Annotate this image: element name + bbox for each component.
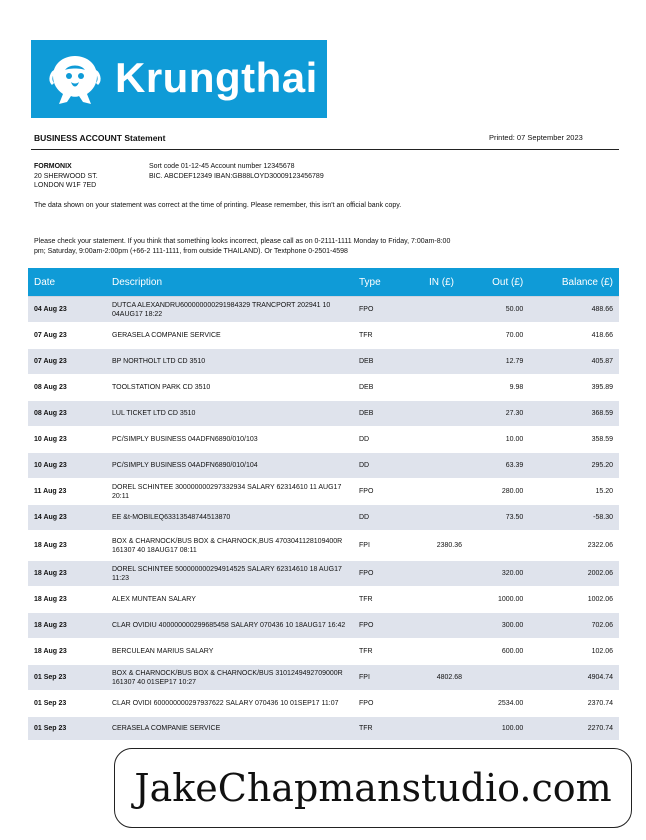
cell-description: EE &t-MOBILEQ63313548744513870: [106, 505, 353, 531]
cell-description: DUTCA ALEXANDRU600000000291984329 TRANCPORT 202941 10 04AUG17 18:22: [106, 297, 353, 323]
cell-type: DEB: [353, 349, 415, 375]
cell-type: DD: [353, 427, 415, 453]
cell-out: 73.50: [468, 505, 529, 531]
customer-address: [34, 162, 98, 191]
cell-balance: 1002.06: [529, 587, 619, 613]
header-out: Out (£): [468, 268, 529, 297]
cell-in: [415, 375, 468, 401]
cell-in: [415, 639, 468, 665]
cell-out: 10.00: [468, 427, 529, 453]
cell-out: 600.00: [468, 639, 529, 665]
cell-out: 12.79: [468, 349, 529, 375]
account-line-1: Sort code 01-12-45 Account number 12345678: [149, 163, 295, 170]
table-row: [28, 613, 619, 639]
cell-balance: -58.30: [529, 505, 619, 531]
table-row: [28, 323, 619, 349]
table-row: [28, 561, 619, 587]
cell-balance: 295.20: [529, 453, 619, 479]
cell-date: 18 Aug 23: [28, 531, 106, 561]
cell-description: BP NORTHOLT LTD CD 3510: [106, 349, 353, 375]
cell-date: 01 Sep 23: [28, 665, 106, 691]
cell-date: 10 Aug 23: [28, 453, 106, 479]
company-name: FORMONIX: [34, 163, 72, 170]
cell-out: 63.39: [468, 453, 529, 479]
cell-out: 27.30: [468, 401, 529, 427]
printed-date: Printed: 07 September 2023: [489, 133, 583, 142]
address-line-1: 20 SHERWOOD ST.: [34, 172, 98, 180]
cell-in: [415, 453, 468, 479]
table-row: [28, 665, 619, 691]
cell-balance: 368.59: [529, 401, 619, 427]
cell-in: [415, 613, 468, 639]
table-row: [28, 297, 619, 323]
cell-balance: 2322.06: [529, 531, 619, 561]
cell-in: [415, 561, 468, 587]
cell-out: 70.00: [468, 323, 529, 349]
cell-date: 07 Aug 23: [28, 323, 106, 349]
cell-type: DEB: [353, 375, 415, 401]
cell-date: 01 Sep 23: [28, 691, 106, 717]
cell-description: CERASELA COMPANIE SERVICE: [106, 717, 353, 741]
cell-date: 10 Aug 23: [28, 427, 106, 453]
cell-date: 04 Aug 23: [28, 297, 106, 323]
cell-balance: 2370.74: [529, 691, 619, 717]
cell-balance: 702.06: [529, 613, 619, 639]
cell-in: [415, 349, 468, 375]
cell-out: [468, 665, 529, 691]
cell-balance: 2002.06: [529, 561, 619, 587]
statement-title: BUSINESS ACCOUNT Statement: [34, 133, 166, 143]
cell-out: 280.00: [468, 479, 529, 505]
cell-balance: 488.66: [529, 297, 619, 323]
table-row: [28, 717, 619, 741]
krungthai-logo: [31, 40, 327, 118]
table-row: [28, 691, 619, 717]
cell-type: DD: [353, 505, 415, 531]
cell-balance: 2270.74: [529, 717, 619, 741]
address-line-2: LONDON W1F 7ED: [34, 182, 97, 190]
contact-note: Please check your statement. If you think that something looks incorrect, please call as on 0-2111-1111 Monday to Friday, 7:00am-8:00 pm; Saturday, 9:00am-2:00pm (+66-2 111-1111, from outside THAILAND). Or Textphone 0-2501-4598: [34, 238, 451, 255]
cell-date: 01 Sep 23: [28, 717, 106, 741]
table-row: [28, 479, 619, 505]
cell-in: [415, 505, 468, 531]
table-row: [28, 401, 619, 427]
cell-type: FPI: [353, 531, 415, 561]
correctness-note: The data shown on your statement was correct at the time of printing. Please remember, this isn't an official bank copy.: [34, 202, 402, 209]
cell-type: FPO: [353, 691, 415, 717]
cell-date: 07 Aug 23: [28, 349, 106, 375]
elephant-bird-emblem-icon: [45, 50, 105, 108]
cell-out: 100.00: [468, 717, 529, 741]
cell-in: 4802.68: [415, 665, 468, 691]
transactions-table: [28, 268, 619, 741]
cell-in: [415, 587, 468, 613]
header-date: Date: [28, 268, 106, 297]
cell-out: 300.00: [468, 613, 529, 639]
cell-description: DOREL SCHINTEE 300000000297332934 SALARY 62314610 11 AUG17 20:11: [106, 479, 353, 505]
cell-out: 9.98: [468, 375, 529, 401]
cell-description: LUL TICKET LTD CD 3510: [106, 401, 353, 427]
cell-description: BOX & CHARNOCK/BUS BOX & CHARNOCK/BUS 3101249492709000R 161307 40 01SEP17 10:27: [106, 665, 353, 691]
cell-description: BOX & CHARNOCK/BUS BOX & CHARNOCK,BUS 4703041128109400R 161307 40 18AUG17 08:11: [106, 531, 353, 561]
header-description: Description: [106, 268, 353, 297]
cell-in: [415, 323, 468, 349]
cell-balance: 4904.74: [529, 665, 619, 691]
cell-type: DEB: [353, 401, 415, 427]
table-row: [28, 639, 619, 665]
header-divider: [31, 149, 619, 150]
cell-date: 08 Aug 23: [28, 375, 106, 401]
cell-type: FPI: [353, 665, 415, 691]
table-row: [28, 505, 619, 531]
cell-out: 50.00: [468, 297, 529, 323]
cell-description: ALEX MUNTEAN SALARY: [106, 587, 353, 613]
cell-in: [415, 427, 468, 453]
cell-date: 14 Aug 23: [28, 505, 106, 531]
header-balance: Balance (£): [529, 268, 619, 297]
cell-in: [415, 297, 468, 323]
cell-date: 08 Aug 23: [28, 401, 106, 427]
cell-in: [415, 479, 468, 505]
cell-type: TFR: [353, 639, 415, 665]
cell-date: 18 Aug 23: [28, 561, 106, 587]
cell-in: [415, 401, 468, 427]
cell-type: FPO: [353, 561, 415, 587]
account-details: [149, 162, 324, 181]
cell-date: 18 Aug 23: [28, 613, 106, 639]
account-line-2: BIC. ABCDEF12349 IBAN:GB88LOYD30009123456789: [149, 172, 324, 180]
cell-description: PC/SIMPLY BUSINESS 04ADFN6890/010/103: [106, 427, 353, 453]
watermark-text: JakeChapmanstudio.com: [114, 748, 632, 828]
cell-date: 18 Aug 23: [28, 587, 106, 613]
cell-type: TFR: [353, 587, 415, 613]
transactions-body: [28, 297, 619, 741]
table-row: [28, 375, 619, 401]
table-row: [28, 453, 619, 479]
cell-balance: 358.59: [529, 427, 619, 453]
cell-balance: 405.87: [529, 349, 619, 375]
cell-in: [415, 691, 468, 717]
brand-name: Krungthai: [115, 54, 318, 101]
cell-out: [468, 531, 529, 561]
cell-type: DD: [353, 453, 415, 479]
header-in: IN (£): [415, 268, 468, 297]
cell-type: FPO: [353, 479, 415, 505]
cell-out: 320.00: [468, 561, 529, 587]
header-type: Type: [353, 268, 415, 297]
cell-description: CLAR OVIDI 600000000297937622 SALARY 070436 10 01SEP17 11:07: [106, 691, 353, 717]
cell-out: 2534.00: [468, 691, 529, 717]
cell-description: TOOLSTATION PARK CD 3510: [106, 375, 353, 401]
cell-balance: 15.20: [529, 479, 619, 505]
cell-in: 2380.36: [415, 531, 468, 561]
cell-balance: 102.06: [529, 639, 619, 665]
cell-type: TFR: [353, 323, 415, 349]
table-row: [28, 349, 619, 375]
cell-description: BERCULEAN MARIUS SALARY: [106, 639, 353, 665]
cell-type: FPO: [353, 613, 415, 639]
table-row: [28, 531, 619, 561]
cell-date: 11 Aug 23: [28, 479, 106, 505]
cell-type: TFR: [353, 717, 415, 741]
cell-description: CLAR OVIDIU 400000000299685458 SALARY 070436 10 18AUG17 16:42: [106, 613, 353, 639]
table-row: [28, 427, 619, 453]
table-header-row: [28, 268, 619, 297]
cell-balance: 395.89: [529, 375, 619, 401]
cell-out: 1000.00: [468, 587, 529, 613]
cell-description: GERASELA COMPANIE SERVICE: [106, 323, 353, 349]
cell-description: PC/SIMPLY BUSINESS 04ADFN6890/010/104: [106, 453, 353, 479]
cell-balance: 418.66: [529, 323, 619, 349]
cell-in: [415, 717, 468, 741]
table-row: [28, 587, 619, 613]
cell-date: 18 Aug 23: [28, 639, 106, 665]
cell-type: FPO: [353, 297, 415, 323]
cell-description: DOREL SCHINTEE 500000000294914525 SALARY 62314610 18 AUG17 11:23: [106, 561, 353, 587]
